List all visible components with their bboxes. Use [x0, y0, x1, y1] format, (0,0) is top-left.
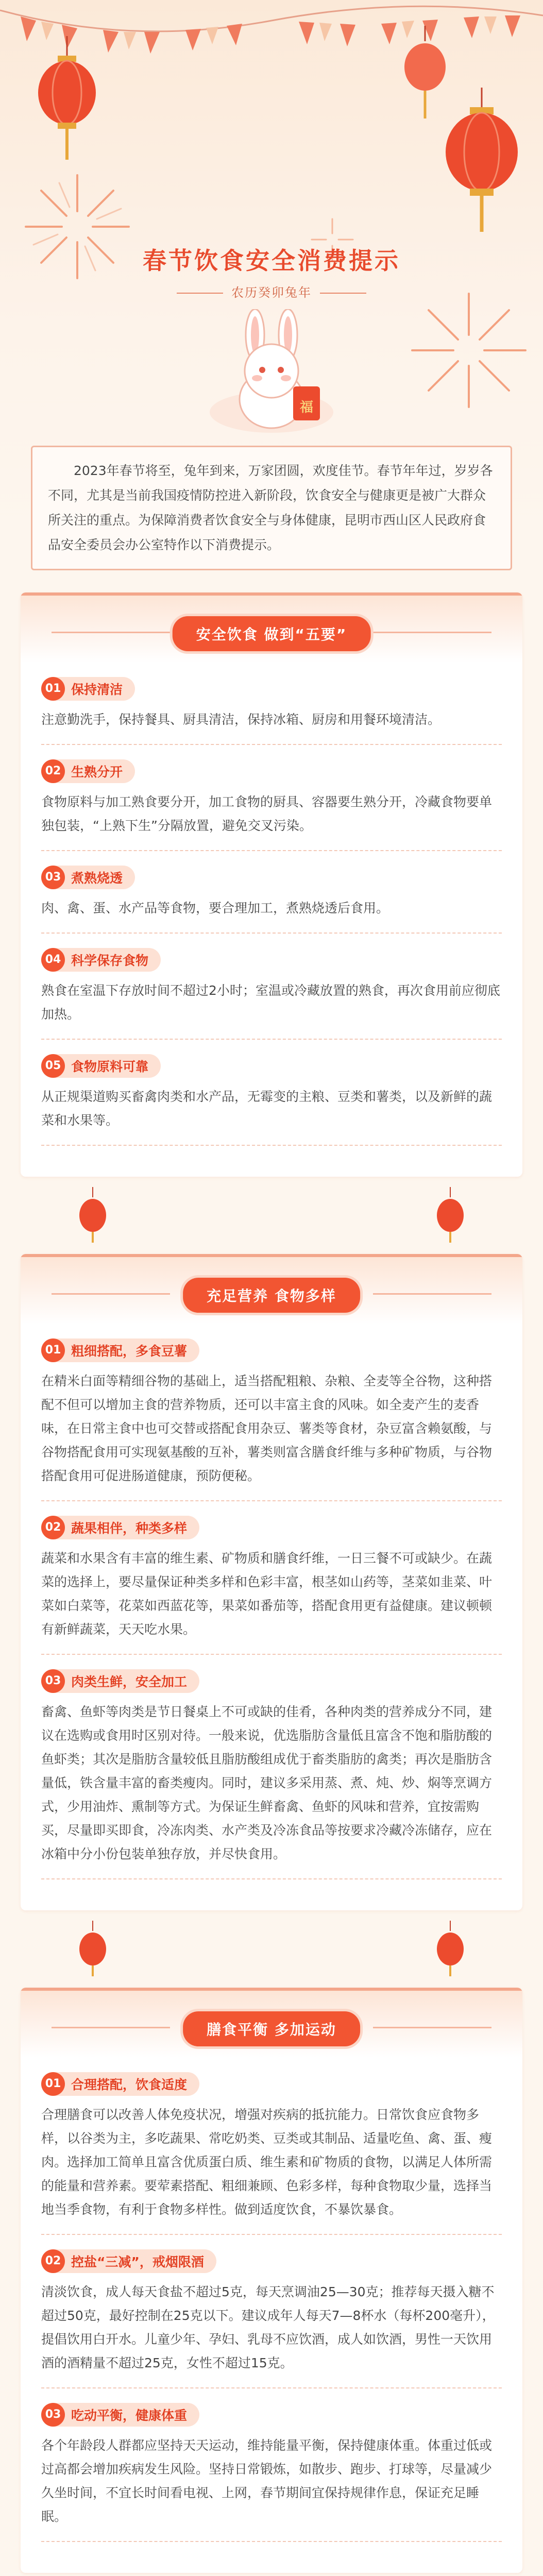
item-body: 清淡饮食，成人每天食盐不超过5克，每天烹调油25—30克；推荐每天摄入糖不超过50克，最好控制在25克以下。建议成年人每天7—8杯水（每杯200毫升），提倡饮用白开水。儿童少年、孕妇、乳母不应饮酒，成人如饮酒，男性一天饮用酒的酒精量不超过25克，女性不超过15克。 [41, 2280, 502, 2388]
item-tag [41, 2249, 216, 2273]
item-tag [41, 677, 135, 701]
section-card [21, 1988, 522, 2573]
section-card [21, 592, 522, 1177]
item-number: 02 [41, 759, 65, 783]
section-title: 安全饮食 做到“五要” [173, 616, 371, 651]
list-item [21, 663, 522, 745]
item-tag [41, 759, 135, 783]
item-body: 合理膳食可以改善人体免疫状况，增强对疾病的抵抗能力。日常饮食应食物多样，以谷类为主，多吃蔬果、常吃奶类、豆类或其制品、适量吃鱼、禽、蛋、瘦肉。选择加工简单且富含优质蛋白质、维生素和矿物质的食物，以满足人体所需的能量和营养素。要荤素搭配、粗细兼顾、色彩多样，每种食物取少量，选择当地当季食物，有利于食物多样性。做到适度饮食，不暴饮暴食。 [41, 2103, 502, 2235]
list-item [21, 934, 522, 1040]
section-balance [0, 1988, 543, 2573]
item-heading: 控盐“三减”，戒烟限酒 [71, 2255, 204, 2269]
item-body: 注意勤洗手，保持餐具、厨具清洁，保持冰箱、厨房和用餐环境清洁。 [41, 708, 502, 745]
item-number: 03 [41, 866, 65, 889]
list-item [21, 1501, 522, 1655]
list-item [21, 1324, 522, 1501]
fortune-tag: 福 [299, 400, 313, 415]
item-number: 02 [41, 2249, 65, 2273]
item-heading: 科学保存食物 [71, 953, 149, 968]
item-body: 食物原料与加工熟食要分开，加工食物的厨具、容器要生熟分开，冷藏食物要单独包装，“上熟下生”分隔放置，避免交叉污染。 [41, 790, 502, 851]
item-tag [41, 2403, 199, 2427]
item-heading: 粗细搭配，多食豆薯 [71, 1344, 188, 1359]
lantern-icon [77, 1921, 108, 1977]
lantern-icon [443, 88, 520, 242]
lantern-icon [77, 1187, 108, 1244]
item-body: 畜禽、鱼虾等肉类是节日餐桌上不可或缺的佳肴，各种肉类的营养成分不同，建议在选购或食用时区别对待。一般来说，优选脂肪含量低且富含不饱和脂肪酸的鱼虾类；其次是脂肪含量较低且脂肪酸组成优于畜类脂肪的禽类；再次是脂肪含量低，铁含量丰富的畜类瘦肉。同时，建议多采用蒸、煮、炖、炒、焖等烹调方式，少用油炸、熏制等方式。为保证生鲜畜禽、鱼虾的风味和营养，宜按需购买，尽量即买即食，冷冻肉类、水产类及冷冻食品等按要求冷藏冷冻储存，应在冰箱中分小份包装单独存放，并尽快食用。 [41, 1700, 502, 1879]
list-item [21, 2235, 522, 2388]
item-number: 03 [41, 2403, 65, 2427]
list-item [21, 745, 522, 851]
item-heading: 吃动平衡，健康体重 [71, 2408, 188, 2423]
list-item [21, 1655, 522, 1879]
item-heading: 生熟分开 [71, 765, 123, 779]
list-item [21, 851, 522, 934]
section-card [21, 1254, 522, 1910]
section-header [21, 1991, 522, 2058]
list-item [21, 2388, 522, 2542]
item-body: 肉、禽、蛋、水产品等食物，要合理加工，煮熟烧透后食用。 [41, 896, 502, 934]
lantern-icon [402, 26, 448, 129]
section-five-musts [0, 592, 543, 1177]
item-tag [41, 1669, 199, 1693]
intro-paragraph: 2023年春节将至，兔年到来，万家团圆，欢度佳节。春节年年过，岁岁各不同，尤其是当前我国疫情防控进入新阶段，饮食安全与健康更是被广大群众所关注的重点。为保障消费者饮食安全与身体健康，昆明市西山区人民政府食品安全委员会办公室特作以下消费提示。 [31, 446, 512, 570]
section-header [21, 1257, 522, 1324]
item-tag [41, 948, 161, 972]
rabbit-icon [194, 309, 349, 443]
page-subtitle [0, 282, 543, 300]
item-tag [41, 866, 135, 889]
item-heading: 煮熟烧透 [71, 871, 123, 886]
section-divider [0, 2573, 543, 2576]
item-heading: 合理搭配，饮食适度 [71, 2077, 188, 2092]
firework-icon [407, 289, 531, 412]
section-divider [0, 1177, 543, 1254]
item-heading: 蔬果相伴，种类多样 [71, 1521, 188, 1536]
list-item [21, 2058, 522, 2235]
item-number: 04 [41, 948, 65, 972]
item-body: 蔬菜和水果含有丰富的维生素、矿物质和膳食纤维，一日三餐不可或缺少。在蔬菜的选择上，要尽量保证种类多样和色彩丰富，根茎如山药等，茎菜如韭菜、叶菜如白菜等，花菜如西蓝花等，果菜如番茄等，搭配食用更有益健康。建议顿顿有新鲜蔬菜，天天吃水果。 [41, 1547, 502, 1655]
item-heading: 保持清洁 [71, 682, 123, 697]
item-tag [41, 1516, 199, 1539]
section-title: 膳食平衡 多加运动 [183, 2011, 360, 2046]
subtitle-text: 农历癸卯兔年 [231, 285, 312, 300]
list-item [21, 1040, 522, 1146]
hero-banner [0, 0, 543, 552]
item-number: 01 [41, 2072, 65, 2096]
item-number: 01 [41, 1338, 65, 1362]
section-header [21, 596, 522, 663]
section-title: 充足营养 食物多样 [183, 1278, 360, 1313]
rabbit-illustration [194, 309, 349, 464]
item-number: 02 [41, 1516, 65, 1539]
lantern-icon [36, 36, 98, 170]
item-heading: 食物原料可靠 [71, 1059, 149, 1074]
item-number: 05 [41, 1054, 65, 1078]
item-body: 各个年龄段人群都应坚持天天运动，维持能量平衡，保持健康体重。体重过低或过高都会增加疾病发生风险。坚持日常锻炼，如散步、跑步、打球等，尽量减少久坐时间，不宜长时间看电视、上网，春节期间宜保持规律作息，保证充足睡眠。 [41, 2434, 502, 2542]
item-tag [41, 1338, 199, 1362]
item-body: 在精米白面等精细谷物的基础上，适当搭配粗粮、杂粮、全麦等全谷物，这种搭配不但可以增加主食的营养物质，还可以丰富主食的风味。如全麦产生的麦香味，在日常主食中也可交替或搭配食用杂豆、薯类等食材，杂豆富含赖氨酸，与谷物搭配食用可实现氨基酸的互补，薯类则富含膳食纤维与多种矿物质，与谷物搭配食用可促进肠道健康，预防便秘。 [41, 1369, 502, 1501]
page-title: 春节饮食安全消费提示 [143, 247, 400, 275]
item-number: 03 [41, 1669, 65, 1693]
item-tag [41, 2072, 199, 2096]
item-body: 熟食在室温下存放时间不超过2小时；室温或冷藏放置的熟食，再次食用前应彻底加热。 [41, 979, 502, 1040]
item-number: 01 [41, 677, 65, 701]
section-nutrition [0, 1254, 543, 1910]
item-heading: 肉类生鲜，安全加工 [71, 1674, 188, 1689]
section-divider [0, 1910, 543, 1988]
item-body: 从正规渠道购买畜禽肉类和水产品，无霉变的主粮、豆类和薯类，以及新鲜的蔬菜和水果等。 [41, 1085, 502, 1146]
item-tag [41, 1054, 161, 1078]
lantern-icon [435, 1921, 466, 1977]
lantern-icon [435, 1187, 466, 1244]
